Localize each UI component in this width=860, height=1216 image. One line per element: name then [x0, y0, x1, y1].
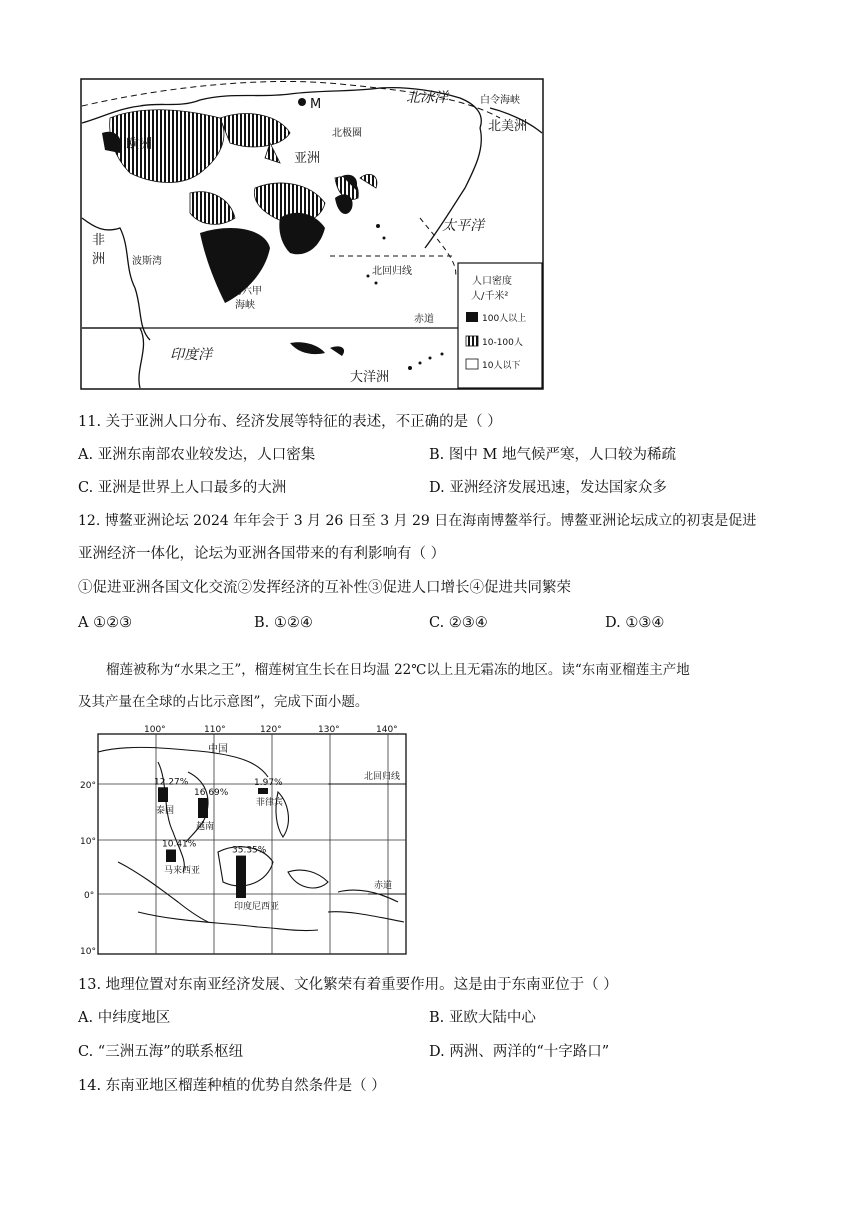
oceania-label: 大洋洲 [350, 370, 390, 385]
q12-stem-2: 亚洲经济一体化，论坛为亚洲各国带来的有利影响有（ ） [78, 546, 446, 562]
q13-stem: 13. 地理位置对东南亚经济发展、文化繁荣有着重要作用。这是由于东南亚位于（ ） [78, 977, 618, 993]
asia-population-map [80, 78, 544, 390]
asia-label: 亚洲 [294, 151, 321, 166]
indian-ocean-label: 印度洋 [170, 347, 212, 363]
bar-1 [198, 798, 208, 818]
q11-option-b[interactable]: B. 图中 M 地气候严寒，人口较为稀疏 [429, 447, 676, 463]
bar-pct-4: 35.35% [232, 845, 267, 856]
q12-stem-1: 12. 博鳌亚洲论坛 2024 年年会于 3 月 26 日至 3 月 29 日在海南博鳌举行。博鳌亚洲论坛成立的初衷是促进 [78, 513, 757, 529]
bar-4 [236, 856, 246, 898]
lat-10: 10° [80, 837, 96, 847]
bar-3 [166, 850, 176, 862]
q11-option-c[interactable]: C. 亚洲是世界上人口最多的大洲 [78, 480, 287, 496]
bar-pct-1: 16.69% [194, 787, 229, 798]
bar-0 [158, 787, 168, 802]
bar-name-3: 马来西亚 [164, 866, 201, 876]
q12-option-d[interactable]: D. ①③④ [605, 615, 665, 631]
durian-map [78, 722, 410, 958]
equator-label: 赤道 [414, 314, 434, 325]
tropic-label: 北回归线 [372, 266, 412, 277]
bar-pct-2: 1.97% [254, 778, 283, 788]
africa-label-2: 洲 [92, 252, 106, 267]
bar-name-1: 越南 [196, 822, 215, 832]
q12-option-a[interactable]: A ①②③ [78, 615, 133, 631]
q14-stem: 14. 东南亚地区榴莲种植的优势自然条件是（ ） [78, 1078, 386, 1094]
legend-title-1: 人口密度 [472, 276, 512, 287]
m-label: M [310, 97, 322, 112]
q13-option-b[interactable]: B. 亚欧大陆中心 [429, 1010, 536, 1026]
lat-10s: 10° [80, 947, 96, 957]
pacific-label: 太平洋 [442, 218, 484, 234]
bar-name-0: 泰国 [156, 806, 175, 816]
lat-20: 20° [80, 781, 96, 791]
q13-option-d[interactable]: D. 两洲、两洋的“十字路口” [429, 1044, 610, 1060]
lon-140: 140° [376, 725, 398, 735]
q13-option-a[interactable]: A. 中纬度地区 [78, 1010, 171, 1026]
arctic-ocean-label: 北冰洋 [406, 90, 448, 106]
bar-name-4: 印度尼西亚 [234, 902, 280, 912]
bering-label: 白令海峡 [480, 95, 520, 106]
q13-option-c[interactable]: C. “三洲五海”的联系枢纽 [78, 1044, 244, 1060]
tropic-label-2: 北回归线 [364, 772, 401, 782]
europe-label: 欧洲 [126, 137, 153, 152]
bar-pct-0: 12.27% [154, 777, 189, 788]
q12-option-b[interactable]: B. ①②④ [254, 615, 313, 631]
arctic-circle-label: 北极圈 [332, 128, 362, 139]
bar-2 [258, 788, 268, 794]
lon-130: 130° [318, 725, 340, 735]
bar-name-2: 菲律宾 [256, 798, 284, 808]
china-label: 中国 [208, 744, 228, 755]
legend-title-2: 人/千米² [471, 291, 509, 302]
q11-option-d[interactable]: D. 亚洲经济发展迅速，发达国家众多 [429, 480, 667, 496]
map2-frame [98, 734, 406, 954]
legend-high: 100人以上 [482, 314, 527, 324]
equator-label-2: 赤道 [374, 881, 393, 891]
bar-pct-3: 10.41% [162, 839, 197, 850]
intro-line-2: 及其产量在全球的占比示意图”，完成下面小题。 [78, 694, 369, 710]
q12-items: ①促进亚洲各国文化交流②发挥经济的互补性③促进人口增长④促进共同繁荣 [78, 580, 571, 596]
lon-100: 100° [144, 725, 166, 735]
lon-120: 120° [260, 725, 282, 735]
intro-line-1: 榴莲被称为“水果之王”，榴莲树宜生长在日均温 22℃以上且无霜冻的地区。读“东南亚榴莲主产地 [106, 662, 690, 678]
persian-gulf-label: 波斯湾 [132, 256, 162, 267]
m-point [298, 98, 306, 106]
north-america-label: 北美洲 [488, 119, 528, 134]
q11-stem: 11. 关于亚洲人口分布、经济发展等特征的表述，不正确的是（ ） [78, 414, 502, 430]
q12-option-c[interactable]: C. ②③④ [429, 615, 488, 631]
malacca-label-2: 海峡 [235, 300, 255, 311]
lat-0: 0° [84, 891, 95, 901]
lon-110: 110° [204, 725, 226, 735]
africa-label-1: 非 [92, 233, 106, 248]
legend-medium: 10-100人 [482, 338, 523, 348]
q11-option-a[interactable]: A. 亚洲东南部农业较发达，人口密集 [78, 447, 316, 463]
malacca-label-1: 马六甲 [232, 286, 262, 297]
legend [458, 263, 542, 388]
legend-low: 10人以下 [482, 361, 521, 371]
